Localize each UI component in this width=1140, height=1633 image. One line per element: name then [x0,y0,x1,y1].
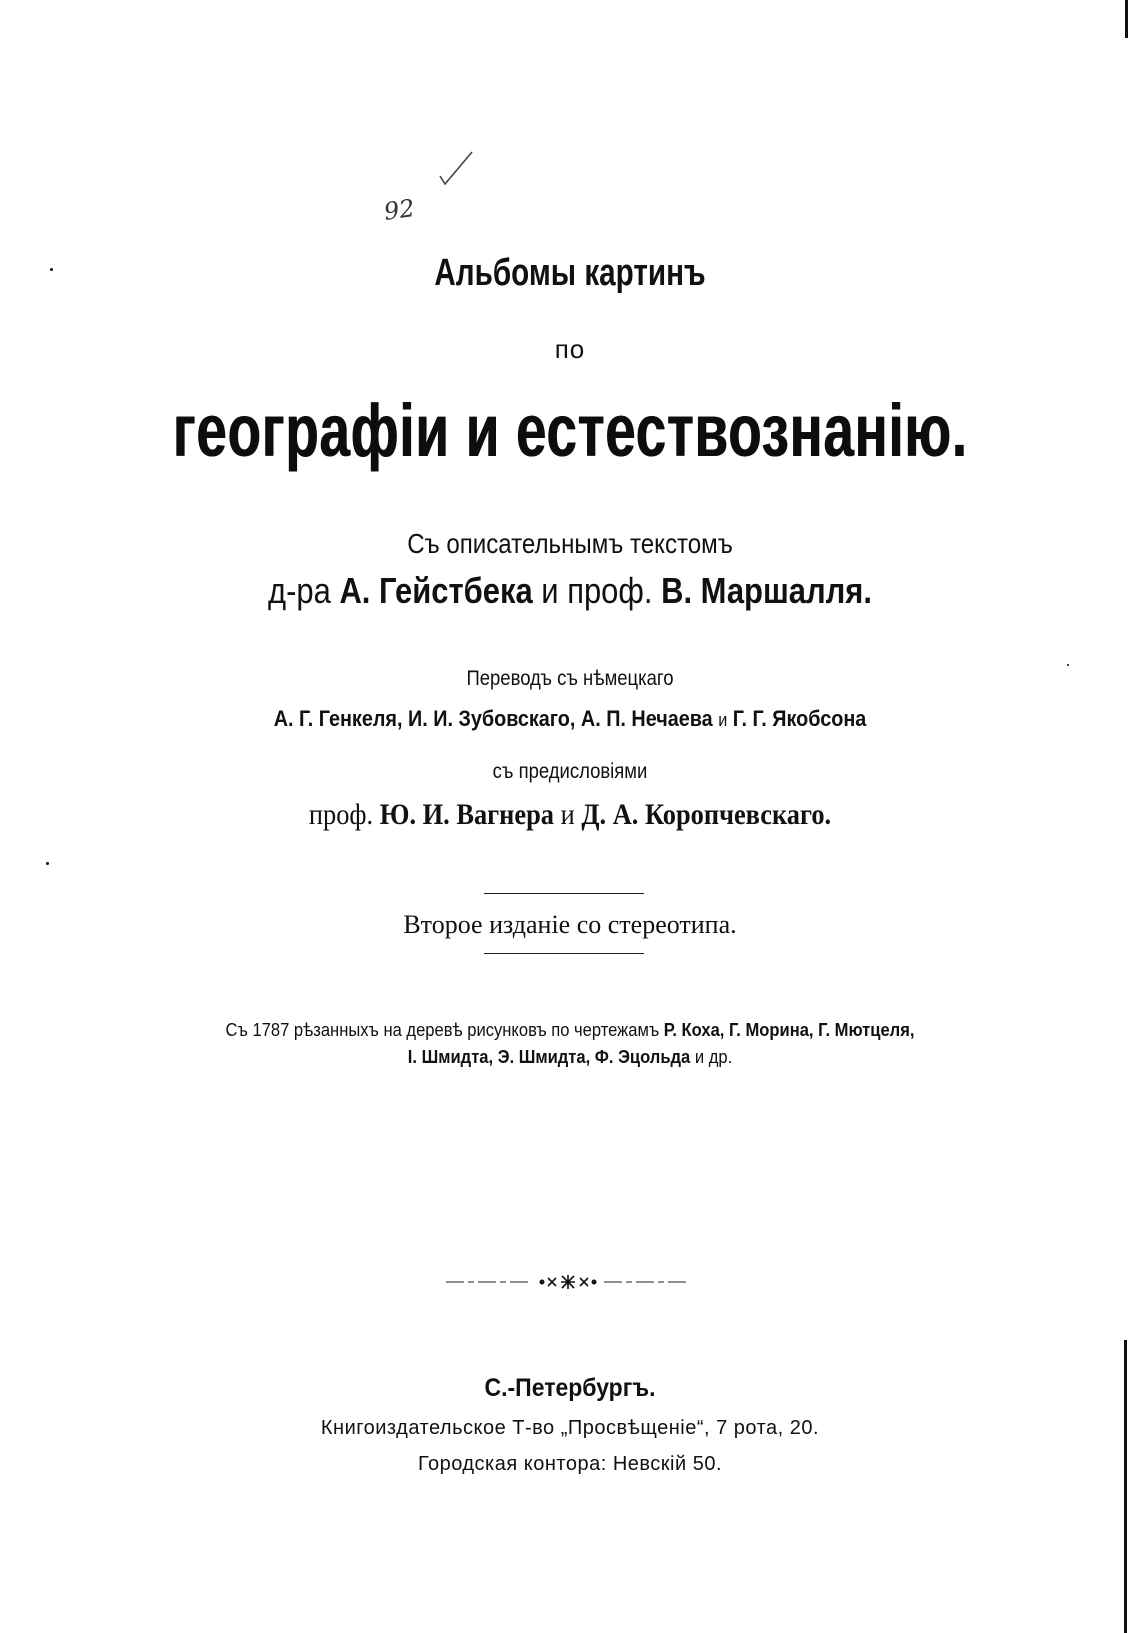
authors-prefix: д-ра [268,570,331,611]
po-line: по [554,334,586,364]
edition-rule-top [484,893,644,894]
scan-speck [50,268,53,271]
authors-conjunction: и проф. [541,570,653,611]
illustrations-line-2 [46,1047,1095,1068]
city-imprint: С.-Петербургъ. [484,1374,656,1402]
illustrators-part2: І. Шмидта, Э. Шмидта, Ф. Эцольда [407,1047,691,1067]
translators-line [57,706,1083,732]
preface-author-wagner: Ю. И. Вагнера [379,798,554,831]
illustrations-line-1 [46,1020,1095,1041]
author-geistbeck: А. Гейстбека [339,570,533,611]
scan-edge-mark-top [1125,0,1128,38]
translation-line: Переводъ съ нѣмецкаго [466,667,674,690]
preface-prefix: проф. [308,798,374,831]
albums-heading: Альбомы картинъ [434,252,706,294]
edition-rule-bottom [484,953,644,954]
author-marshall: В. Маршалля. [661,570,872,611]
translator-jakobson: Г. Г. Якобсона [732,706,867,731]
translators-conjunction: и [718,710,728,730]
scan-edge-mark-bottom [1124,1340,1127,1633]
subtitle: Съ описательнымъ текстомъ [407,528,733,559]
ornament-divider [0,1272,1140,1292]
prefaces-line: съ предисловіями [492,760,648,783]
main-title: географіи и естествознанію. [172,389,968,472]
illustrations-text: Съ 1787 рѣзанныхъ на деревѣ рисунковъ по чертежамъ [225,1020,660,1040]
scan-speck [1067,664,1069,666]
edition-line: Второе изданіе со стереотипа. [403,910,737,939]
scan-speck [46,862,49,865]
preface-author-koropchevsky: Д. А. Коропчевскаго. [581,798,832,831]
office-address: Городская контора: Невскій 50. [417,1453,723,1475]
publisher-imprint: Книгоиздательское Т-во „Просвѣщеніе“, 7 рота, 20. [320,1417,820,1439]
preface-conjunction: и [560,798,575,831]
authors-line [80,570,1060,612]
preface-authors-line [68,798,1071,832]
handwritten-number: 92 [382,194,417,226]
handwritten-check-mark [438,150,478,190]
illustrations-etc: и др. [694,1047,733,1067]
illustrators-part1: Р. Коха, Г. Морина, Г. Мютцеля, [663,1020,915,1040]
translators-names: А. Г. Генкеля, И. И. Зубовскаго, А. П. Нечаева [273,706,713,731]
